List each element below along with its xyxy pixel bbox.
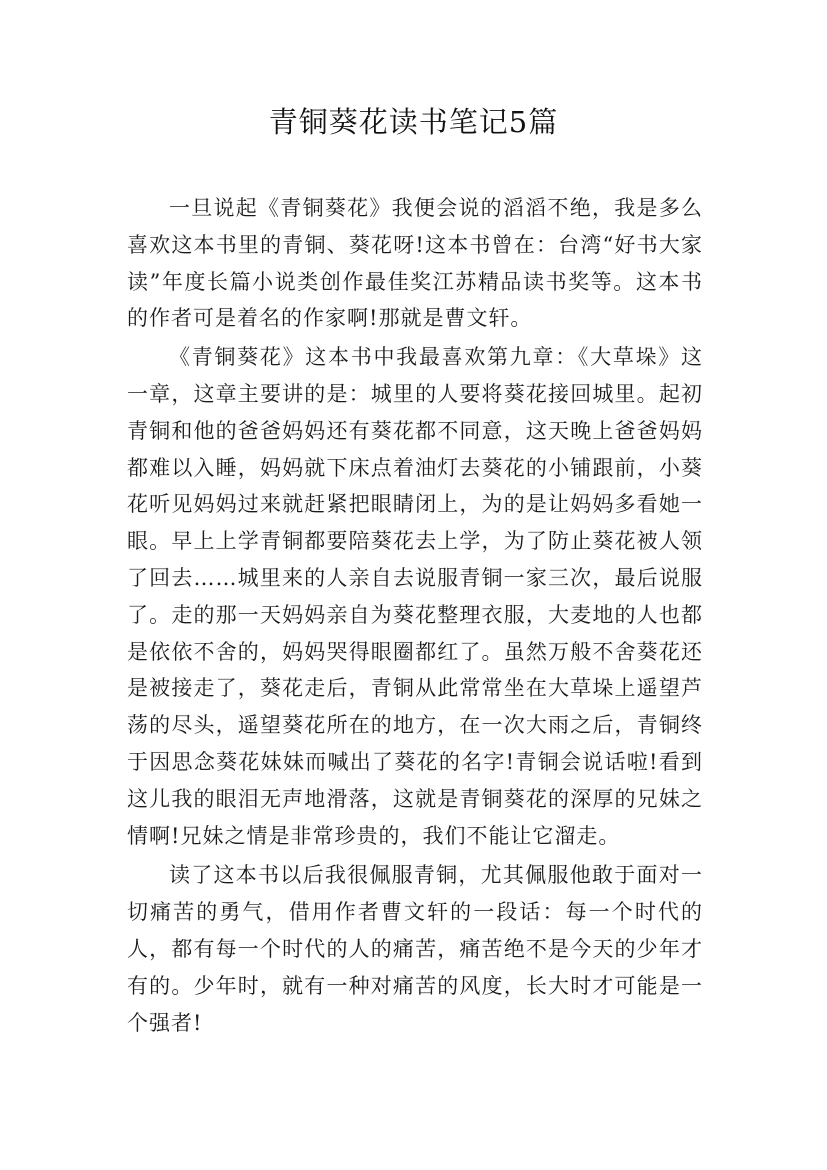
paragraph-reflection: 读了这本书以后我很佩服青铜，尤其佩服他敢于面对一切痛苦的勇气，借用作者曹文轩的一段话：每一个时代的人，都有每一个时代的人的痛苦，痛苦绝不是今天的少年才有的。少年时，就有一种对痛苦的风度，长大时才可能是一个强者! — [127, 863, 703, 1035]
paragraph-intro: 一旦说起《青铜葵花》我便会说的滔滔不绝，我是多么喜欢这本书里的青铜、葵花呀!这本书曾在：台湾“好书大家读”年度长篇小说类创作最佳奖江苏精品读书奖等。这本书的作者可是着名的作家啊!那就是曹文轩。 — [127, 196, 703, 331]
document-body — [127, 190, 703, 1041]
paragraph-chapter-nine: 《青铜葵花》这本书中我最喜欢第九章：《大草垛》这一章，这章主要讲的是：城里的人要将葵花接回城里。起初青铜和他的爸爸妈妈还有葵花都不同意，这天晚上爸爸妈妈都难以入睡，妈妈就下床点着油灯去葵花的小铺跟前，小葵花听见妈妈过来就赶紧把眼睛闭上，为的是让妈妈多看她一眼。早上上学青铜都要陪葵花去上学，为了防止葵花被人领了回去……城里来的人亲自去说服青铜一家三次，最后说服了。走的那一天妈妈亲自为葵花整理衣服，大麦地的人也都是依依不舍的，妈妈哭得眼圈都红了。虽然万般不舍葵花还是被接走了，葵花走后，青铜从此常常坐在大草垛上遥望芦荡的尽头，遥望葵花所在的地方，在一次大雨之后，青铜终于因思念葵花妹妹而喊出了葵花的名字!青铜会说话啦!看到这儿我的眼泪无声地滑落，这就是青铜葵花的深厚的兄妹之情啊!兄妹之情是非常珍贵的，我们不能让它溜走。 — [127, 345, 703, 848]
document-title: 青铜葵花读书笔记5篇 — [268, 105, 559, 139]
